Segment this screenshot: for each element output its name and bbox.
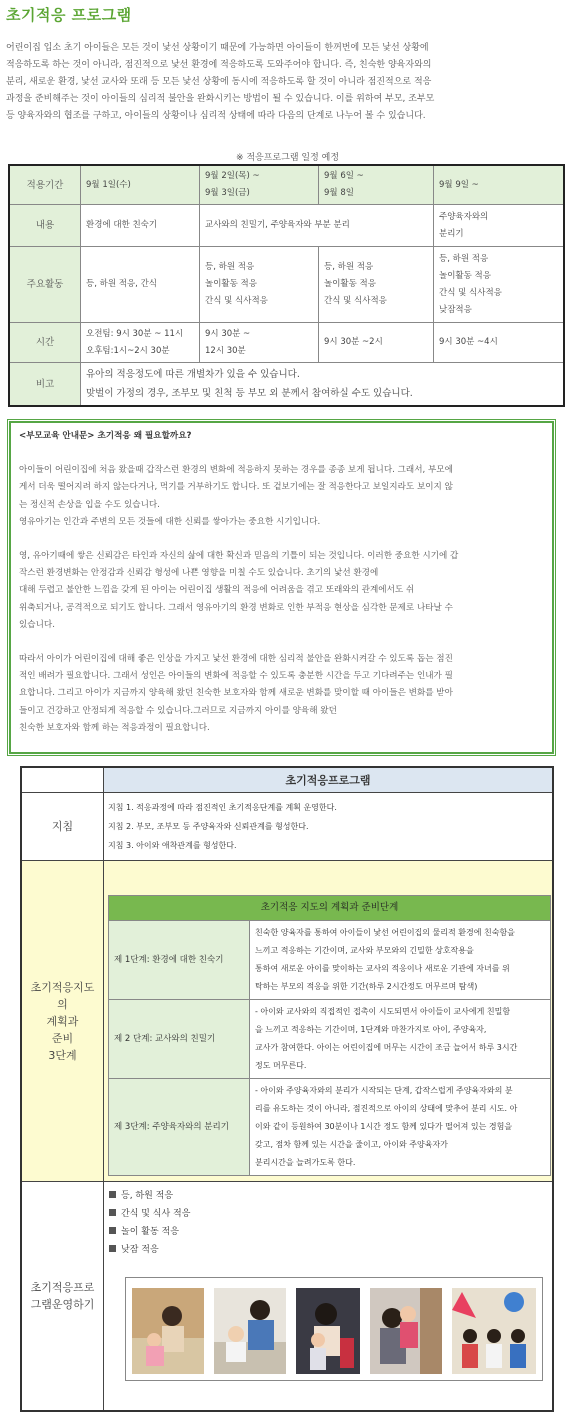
bullet-square-icon bbox=[109, 1227, 116, 1234]
stage-name: 제 3단계: 주양육자와의 분리기 bbox=[109, 1079, 250, 1176]
cell-line: 등, 하원 적응 bbox=[205, 262, 255, 272]
guide-line: 영, 유아기때에 쌓은 신뢰감은 타인과 자신의 삶에 대한 확신과 믿음의 기틀이 되는 것입니다. 이러한 중요한 시기에 갑 bbox=[19, 551, 459, 562]
desc-line: 통하여 새로운 아이를 맞이하는 교사의 적응이나 새로운 기관에 자녀를 위 bbox=[255, 964, 510, 973]
table-row bbox=[9, 165, 564, 205]
table-row bbox=[109, 1079, 551, 1176]
cell-line: 등, 하원 적응 bbox=[439, 253, 489, 264]
program-header: 초기적응프로그램 bbox=[104, 767, 554, 793]
guide-line: 따라서 아이가 어린이집에 대해 좋은 인상을 가지고 낯선 환경에 대한 심리적 불안을 완화시켜갈 수 있도록 돕는 점진 bbox=[19, 654, 453, 665]
cell-line: 9월 6일 ~ bbox=[324, 171, 364, 181]
cell-line: 9월 8일 bbox=[324, 188, 354, 198]
rule-line: 지침 3. 아이와 애착관계를 형성한다. bbox=[108, 841, 237, 850]
time-cell bbox=[81, 323, 200, 363]
desc-line: 느끼고 적응하는 기간이며, 교사와 부모와의 긴밀한 상호작용을 bbox=[255, 946, 474, 955]
cell-line: 등, 하원 적응 bbox=[324, 262, 374, 272]
cell-line: 놀이활동 적응 bbox=[205, 279, 257, 289]
cell-line: 9시 30분 ~ bbox=[205, 328, 251, 339]
photo-strip bbox=[125, 1277, 543, 1381]
guide-line: 위축되거나, 공격적으로 되기도 합니다. 그래서 영유아기의 환경 변화로 인한 부적응 현상을 심각한 문제로 나타날 수 bbox=[19, 602, 453, 613]
time-cell: 9시 30분 ~2시 bbox=[319, 323, 434, 363]
table-row bbox=[109, 1000, 551, 1079]
activity-cell bbox=[319, 247, 434, 323]
table-row bbox=[109, 896, 551, 921]
intro-line: 등 양육자와의 협조를 구하고, 아이들의 상황이나 심리적 상태에 따라 다음의 단계로 나누어 볼 수 있습니다. bbox=[6, 111, 426, 121]
cell-line: 9월 2일(목) ~ bbox=[205, 171, 260, 181]
table-row bbox=[109, 921, 551, 1000]
list-item-label: 낮잠 적응 bbox=[121, 1245, 159, 1255]
list-item-label: 간식 및 식사 적응 bbox=[121, 1209, 191, 1219]
cell-line: 놀이활동 적응 bbox=[439, 270, 491, 281]
activity-cell bbox=[434, 247, 565, 323]
time-cell bbox=[200, 323, 319, 363]
stage-desc bbox=[250, 1000, 551, 1079]
stage-desc bbox=[250, 921, 551, 1000]
rules-cell bbox=[104, 793, 554, 861]
cell-line: 9월 3일(금) bbox=[205, 188, 250, 198]
bullet-square-icon bbox=[109, 1209, 116, 1216]
row-header-content: 내용 bbox=[9, 205, 81, 247]
schedule-table bbox=[8, 164, 565, 407]
child-photo bbox=[370, 1288, 442, 1374]
row-header-activity: 주요활동 bbox=[9, 247, 81, 323]
corner-cell bbox=[21, 767, 104, 793]
guide-line: 아이들이 어린이집에 처음 왔을때 갑작스런 환경의 변화에 적응하지 못하는 경우를 종종 보게 됩니다. 그래서, 부모에 bbox=[19, 465, 453, 476]
cell-line: 주양육자와의 bbox=[439, 211, 489, 222]
table-row bbox=[9, 247, 564, 323]
period-cell bbox=[200, 165, 319, 205]
guide-line: 대해 두렵고 불안한 느낌을 갖게 된 아이는 어린이집 생활의 적응에 어려움을 겪고 또래와의 관계에서도 쉬 bbox=[19, 585, 415, 596]
desc-line: 을 느끼고 적응하는 기간이며, 1단계와 마찬가지로 아이, 주양육자, bbox=[255, 1025, 487, 1034]
guide-line: 들이고 건강하고 안정되게 적응할 수 있습니다.그러므로 지금까지 아이를 양육해 왔던 bbox=[19, 705, 337, 716]
guide-title: <부모교육 안내문> 초기적응 왜 필요할까요? bbox=[19, 431, 192, 441]
desc-line: 이와 같이 등원하여 30분이나 1시간 정도 함께 있다가 떨어져 있는 경험을 bbox=[255, 1122, 513, 1131]
desc-line: 리를 유도하는 것이 아니라, 점진적으로 아이의 상태에 맞추어 분리 시도. 아 bbox=[255, 1104, 518, 1113]
table-row bbox=[9, 205, 564, 247]
stages-table bbox=[108, 895, 551, 1176]
desc-line: 탁하는 부모의 적응을 위한 기간(하루 2시간정도 머무르며 탐색) bbox=[255, 982, 478, 991]
intro-line: 어린이집 입소 초기 아이들은 모든 것이 낯선 상황이기 때문에 가능하면 아이들이 한꺼번에 모든 낯선 상황에 bbox=[6, 43, 429, 53]
page-title: 초기적응 프로그램 bbox=[6, 6, 132, 24]
child-photo bbox=[214, 1288, 286, 1374]
cell-line: 오후팀:1시~2시 30분 bbox=[86, 345, 170, 356]
guide-line: 있습니다. bbox=[19, 619, 55, 630]
table-row bbox=[21, 767, 553, 793]
table-row bbox=[21, 861, 553, 1182]
desc-line: 친숙한 양육자를 통하여 아이들이 낯선 어린이집의 물리적 환경에 친숙함을 bbox=[255, 928, 515, 937]
stage-name: 제 1단계: 환경에 대한 친숙기 bbox=[109, 921, 250, 1000]
cell-line: 분리기 bbox=[439, 228, 464, 239]
cell-line: 간식 및 식사적응 bbox=[439, 287, 502, 298]
run-header bbox=[21, 1182, 104, 1412]
content-cell: 교사와의 친밀기, 주양육자와 부분 분리 bbox=[200, 205, 434, 247]
table-row bbox=[21, 793, 553, 861]
row-header-note: 비고 bbox=[9, 363, 81, 407]
stage-name: 제 2 단계: 교사와의 친밀기 bbox=[109, 1000, 250, 1079]
intro-paragraph bbox=[6, 40, 561, 125]
cell-line: 유아의 적응정도에 따른 개별차가 있을 수 있습니다. bbox=[86, 369, 300, 380]
guide-line: 게서 더욱 떨어지려 하지 않는다거나, 먹기를 거부하기도 합니다. 또 겉보기에는 잘 적응한다고 보일지라도 보이지 않 bbox=[19, 482, 453, 493]
stage-desc bbox=[250, 1079, 551, 1176]
bullet-square-icon bbox=[109, 1191, 116, 1198]
header-line: 의 bbox=[57, 997, 68, 1011]
period-cell: 9월 1일(수) bbox=[81, 165, 200, 205]
desc-line: 분리시간을 늘려가도록 한다. bbox=[255, 1158, 356, 1167]
period-cell bbox=[319, 165, 434, 205]
row-header-time: 시간 bbox=[9, 323, 81, 363]
header-line: 초기적응프로 bbox=[30, 1281, 95, 1294]
list-item bbox=[109, 1187, 551, 1205]
cell-line: 낮잠적응 bbox=[439, 304, 472, 315]
guide-line: 작스런 환경변화는 안정감과 신뢰감 형성에 나쁜 영향을 미칠 수도 있습니다. 초기의 낯선 환경에 bbox=[19, 568, 379, 579]
stages-title: 초기적응 지도의 계획과 준비단계 bbox=[109, 896, 551, 921]
period-cell: 9월 9일 ~ bbox=[434, 165, 565, 205]
note-cell bbox=[81, 363, 565, 407]
cell-line: 간식 및 식사적응 bbox=[324, 296, 387, 306]
cell-line: 맞벌이 가정의 경우, 조부모 및 친척 등 부모 외 분께서 참여하실 수도 있습니다. bbox=[86, 388, 413, 399]
desc-line: - 아이와 교사와의 직접적인 접촉이 시도되면서 아이들이 교사에게 친밀함 bbox=[255, 1007, 511, 1016]
child-photo bbox=[296, 1288, 360, 1374]
header-line: 계획과 bbox=[46, 1014, 79, 1028]
guide-line: 영유아기는 인간과 주변의 모든 것들에 대한 신뢰를 쌓아가는 중요한 시기입니다. bbox=[19, 516, 321, 527]
activity-list bbox=[105, 1183, 551, 1259]
desc-line: 정도 머무른다. bbox=[255, 1061, 307, 1070]
row-header-period: 적용기간 bbox=[9, 165, 81, 205]
list-item bbox=[109, 1205, 551, 1223]
list-item bbox=[109, 1223, 551, 1241]
cell-line: 놀이활동 적응 bbox=[324, 279, 376, 289]
content-cell bbox=[434, 205, 565, 247]
header-line: 그램운영하기 bbox=[30, 1298, 95, 1311]
child-photo bbox=[452, 1288, 536, 1374]
program-table bbox=[20, 766, 554, 1412]
guide-line: 친숙한 보호자와 함께 하는 적응과정이 필요합니다. bbox=[19, 722, 210, 733]
guide-line: 적인 배려가 필요합니다. 그래서 성인은 아이들의 변화에 적응할 수 있도록 충분한 시간을 두고 기다려주는 인내가 필 bbox=[19, 671, 453, 682]
desc-line: 갖고, 점차 함께 있는 시간을 줄이고, 아이와 주양육자가 bbox=[255, 1140, 448, 1149]
intro-line: 적응하도록 하는 것이 아니라, 점진적으로 낯선 환경에 적응하도록 도와주어야 합니다. 즉, 친숙한 양육자와의 bbox=[6, 60, 432, 70]
rules-header: 지침 bbox=[21, 793, 104, 861]
activity-cell bbox=[200, 247, 319, 323]
desc-line: - 아이와 주양육자와의 분리가 시작되는 단계, 갑작스럽게 주양육자와의 분 bbox=[255, 1086, 513, 1095]
guide-line: 는 정신적 손상을 입을 수도 있습니다. bbox=[19, 499, 160, 510]
table-row bbox=[9, 323, 564, 363]
intro-line: 과정을 준비해주는 것이 아이들의 심리적 불안을 완화시키는 방법이 될 수 있습니다. 이를 위하여 부모, 조부모 bbox=[6, 94, 435, 104]
table-row bbox=[21, 1182, 553, 1412]
time-cell: 9시 30분 ~4시 bbox=[434, 323, 565, 363]
header-line: 3단계 bbox=[48, 1048, 77, 1062]
cell-line: 간식 및 식사적응 bbox=[205, 296, 268, 306]
header-line: 초기적응지도 bbox=[30, 980, 95, 994]
list-item-label: 놀이 활동 적응 bbox=[121, 1227, 179, 1237]
list-item bbox=[109, 1241, 551, 1259]
cell-line: 오전팀: 9시 30분 ~ 11시 bbox=[86, 328, 184, 339]
content-cell: 환경에 대한 친숙기 bbox=[81, 205, 200, 247]
activity-cell: 등, 하원 적응, 간식 bbox=[81, 247, 200, 323]
stages-header bbox=[21, 861, 104, 1182]
schedule-caption: ※ 적응프로그램 일정 예정 bbox=[235, 153, 340, 163]
desc-line: 교사가 참여한다. 아이는 어린이집에 머무는 시간이 조금 늘어서 하루 3시간 bbox=[255, 1043, 518, 1052]
run-cell bbox=[104, 1182, 554, 1412]
rule-line: 지침 2. 부모, 조부모 등 주양육자와 신뢰관계를 형성한다. bbox=[108, 822, 309, 831]
parent-guide-box bbox=[9, 421, 554, 754]
table-row bbox=[9, 363, 564, 407]
list-item-label: 등, 하원 적응 bbox=[121, 1191, 174, 1201]
cell-line: 12시 30분 bbox=[205, 345, 246, 356]
intro-line: 분리, 새로운 환경, 낯선 교사와 또래 등 모든 낯선 상황에 동시에 적응하도록 할 것이 아니라 점진적으로 적응 bbox=[6, 77, 432, 87]
header-line: 준비 bbox=[51, 1031, 74, 1045]
stages-cell bbox=[104, 861, 554, 1182]
child-photo bbox=[132, 1288, 204, 1374]
guide-line: 요합니다. 그리고 아이가 지금까지 양육해 왔던 친숙한 보호자와 함께 새로운 변화를 맞이할 때 아이들은 변화를 받아 bbox=[19, 688, 453, 699]
bullet-square-icon bbox=[109, 1245, 116, 1252]
rule-line: 지침 1. 적응과정에 따라 점진적인 초기적응단계를 계획 운영한다. bbox=[108, 803, 337, 812]
